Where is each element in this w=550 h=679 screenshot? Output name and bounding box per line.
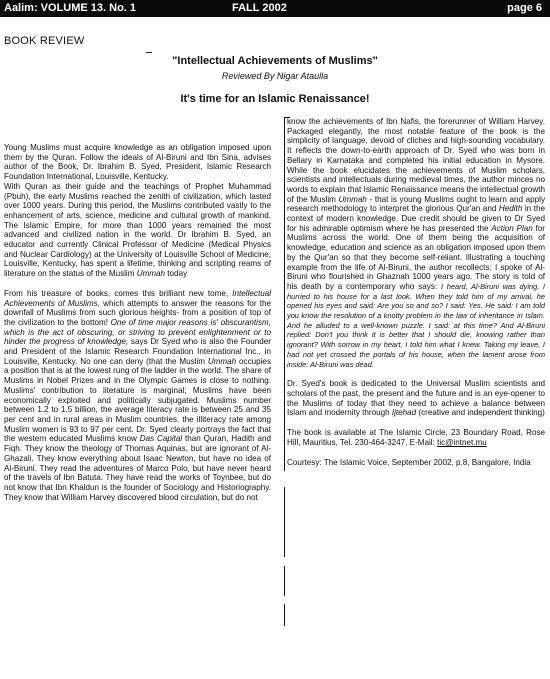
email-link[interactable]: tic@intnet.mu (437, 437, 487, 447)
journal-issue: FALL 2002 (232, 2, 287, 14)
journal-volume: Aalim: VOLUME 13. No. 1 (4, 2, 137, 14)
title-tick (146, 52, 152, 53)
right-paragraph-4: Courtesy: The Islamic Voice, September 2002, p.8, Bangalore, India (287, 457, 531, 467)
article-title: "Intellectual Achievements of Muslims" (172, 55, 378, 67)
right-column (287, 117, 545, 467)
left-paragraph-1: Young Muslims must acquire knowledge as an obligation imposed upon them by the Quran. Follow the ideals of Al-Biruni and Ibn Sina, advises author of the Book, Dr. Ibrahim B. Syed, President, Islamic Research Foundation International, Louisville, Kentucky. (4, 143, 271, 182)
section-label: BOOK REVIEW (4, 35, 85, 47)
column-divider-1 (284, 117, 285, 471)
right-paragraph-3: The book is available at The Islamic Circle, 23 Boundary Road, Rose Hill, Mauritius, Tel. 230-464-3247, E-Mail: tic@intnet.mu (287, 428, 545, 447)
page-number: page 6 (507, 2, 542, 14)
article-byline: Reviewed By Nigar Ataulla (221, 71, 329, 81)
left-paragraph-2: With Quran as their guide and the teachings of Prophet Muhammad (Pbuh), the early Muslims reached the zenith of civilization, which lasted over 1000 years. During this period, the Muslims contributed vastly to the enhancement of arts, science, medicine and cultural growth of mankind. The Islamic Empire, for more than 1000 years remained the most advanced and civilized nation in the world. Dr Ibrahim B. Syed, an educator and currently Clinical Professor of Medicine (Medical Physics and Nuclear Cardiology) at the University of Louisville School of Medicine, Louisville, Kentucky, has spent a lifetime, thinking and scripting reams of literature on the status of the Muslim Ummah today (4, 181, 271, 279)
left-paragraph-3: From his treasure of books, comes this brilliant new tome, Intellectual Achievements of Muslims, which attempts to answer the reasons for the downfall of Muslims from such glorious heights- from a position of top of the civilization to the bottom! One of time major reasons is' obscurantism, which is the act of obscuring, or striving to prevent enlightenment or to hinder the progress of knowledge, says Dr Syed who is also the Founder and President of the Islamic Research Foundation International Inc., in Louisville, Kentucky. No one can deny (that the Muslim Ummah occupies a position that is at the lowest rung of the ladder in the world. The share of Muslims in Nobel Prizes and in the Olympic Games is close to nothing. Muslims' contribution to literature is marginal; Muslims have been economically exploited and politically subjugated. Muslims number between 1.2 to 1.5 billion, the average literacy rate is between 25 and 35 per cent and in rural areas in Muslim countries. the illiteracy rate among Muslim women is 93 to 97 per cent. Dr. Syed clearly portrays the fact that the western educated Muslims know Das Capital than Quran, Hadith and Fiqh. They know the theology of Thomas Aquinas, but are ignorant of Al-Ghazali. They know everything about Isaac Newton, but have no idea of Al-Biruni. They read the adventures of Marco Polo, but have never heard of the travels of Ibn Batuta. They have read the works of Toynbee, but do not know that Ibn Khaldun is the founder of Sociology and Historiography. They know that William Harvey discovered blood circulation, but do not (4, 288, 272, 502)
column-divider-2 (284, 487, 285, 557)
column-divider-4 (284, 604, 285, 626)
right-paragraph-2: Dr. Syed's book is dedicated to the Universal Muslim scientists and scholars of the past, the present and the future and is an eye-opener to the Muslims of today that they need to achieve a balance between Islam and modernity through Ijtehad (creative and independent thinking) (287, 379, 545, 418)
column-divider-3 (284, 566, 285, 596)
left-column (4, 143, 271, 502)
journal-header-bar (0, 0, 550, 17)
right-paragraph-1: know the achievements of Ibn Nafis, the forerunner of William Harvey. Packaged elegantly, the most notable feature of the book is the simplicity of language, devoid of cliches and high-sounding vocabulary. It reflects the down-to-earth approach of Dr. Syed who was born in Bellary in Karnataka and completed his initial education in Mysore. While the book elucidates the achievements of Muslim scholars, scientists and intellectuals during medieval times, the author minces no words to explain that Islamic Renaissance means the intellectual growth of the Muslim Ummah - that is young Muslims ought to learn and apply research methodology to interpret the glorious Qur'an and Hedith in the context of modern knowledge. Due credit should be given to Dr Syed for his admirable optimism where he has presented the Action Plan for Muslims across the world. One of them being the acquisition of knowledge, education and science as an obligation imposed upon them by the Qur'an so that they become self-reliant. Illustrating a touching example from the life of Al-Biruni, the author recollects: I spoke of Al-Biruni who flourished in Ghaznah 1000 years ago. The story is told of his death by a contemporary who says: I heard, Al-Biruni was dying, I hurried to his house for a last look. When they told him of my arrival, he opened his eyes and said: Are you so and so? I said: Yes. He said: I am told you know the resolution of a knotty problem in the law of inheritance in Islam. And he alluded to a well-known puzzle. I said: at this time? And Al-Biruni replied: Don't you think it is better that I should die, knowing rather than ignorant? With sorrow in my heart, I told him what I knew. Taking my leave, I had not yet crossed the portals of his house, when the lament arose from inside: Al-Biruni was dead. (287, 117, 545, 369)
article-headline: It's time for an Islamic Renaissance! (180, 93, 370, 105)
